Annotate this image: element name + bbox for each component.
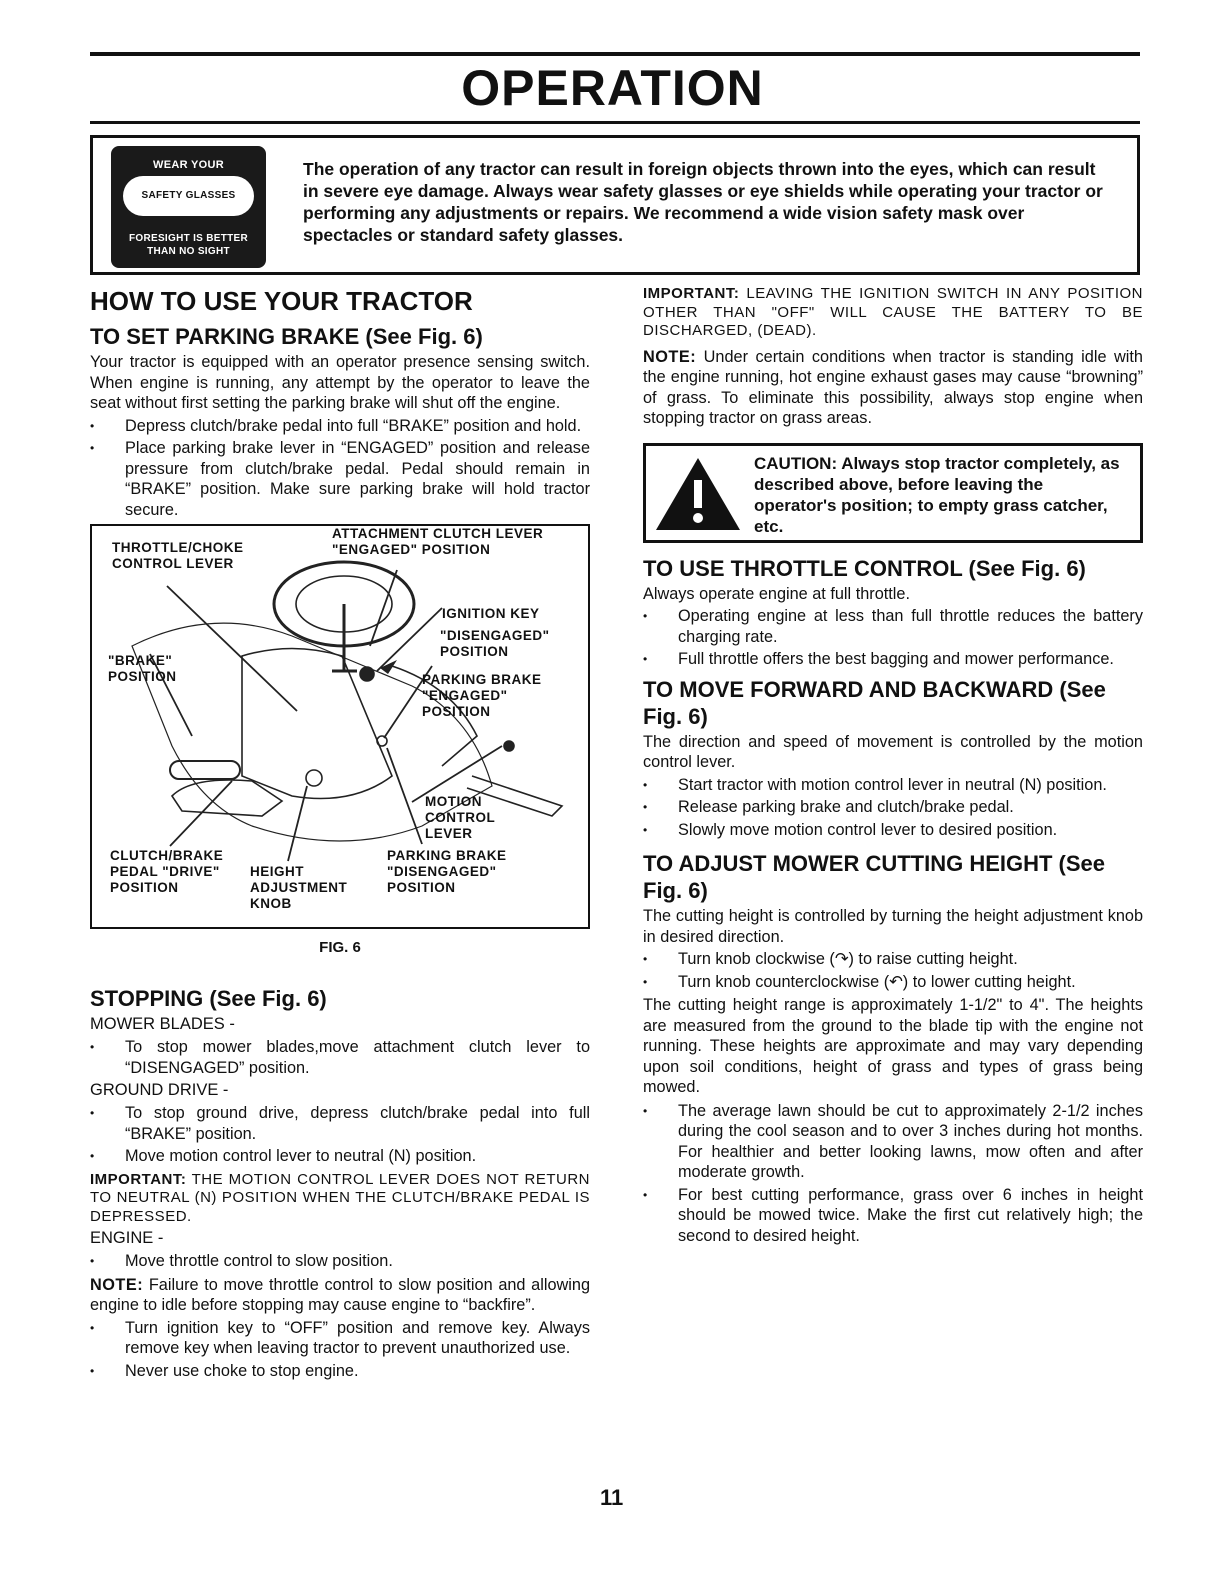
safety-warning-box [90,135,1140,275]
safety-glasses-icon [123,176,254,216]
label-parking-brake-disengaged: PARKING BRAKE "DISENGAGED" POSITION [387,848,507,895]
figure-6-diagram [90,524,590,929]
ground-drive-list [90,1103,590,1167]
note-keyword: NOTE: [643,347,697,366]
height-range-text: The cutting height range is approximately 1-1/2" to 4". The heights are measured from the ground to the blade tip with the engine not running. These heights are approximate and may vary depending upon soil conditions, height of grass and types of grass being mowed. [643,996,1143,1096]
list-item: • Release parking brake and clutch/brake pedal. [643,797,1143,818]
label-brake-position: "BRAKE" POSITION [108,653,177,684]
move-heading: TO MOVE FORWARD AND BACKWARD (See Fig. 6) [643,676,1106,729]
label-parking-brake-engaged: PARKING BRAKE "ENGAGED" POSITION [422,672,542,719]
important-note-motion [90,1171,590,1227]
list-item: • Start tractor with motion control lever in neutral (N) position. [643,775,1143,796]
list-item: • Move throttle control to slow position. [90,1251,590,1272]
page-title: OPERATION [461,60,764,116]
list-item: • Never use choke to stop engine. [90,1361,590,1382]
badge-bottom-text [111,232,266,258]
label-height-knob: HEIGHT ADJUSTMENT KNOB [250,864,348,911]
important-keyword: IMPORTANT: [643,285,740,302]
list-item: • Operating engine at less than full throttle reduces the battery charging rate. [643,606,1143,647]
label-attachment-clutch: ATTACHMENT CLUTCH LEVER "ENGAGED" POSITION [332,526,544,557]
page-number: 11 [600,1485,624,1510]
list-item: • Depress clutch/brake pedal into full “BRAKE” position and hold. [90,416,590,437]
engine-label: ENGINE - [90,1229,164,1247]
browning-note [643,347,1143,429]
header-rule-bottom [90,121,1140,124]
note-keyword: NOTE: [90,1275,144,1294]
important-ignition [643,285,1143,341]
caution-text: CAUTION: Always stop tractor completely, as described above, before leaving the operator's position; to empty grass catcher, etc. [754,453,1120,536]
final-steps-list [90,1318,590,1382]
badge-top-text: WEAR YOUR [153,159,224,171]
note-text: Under certain conditions when tractor is standing idle with the engine running, hot engine exhaust gases may cause “browning” of grass. To eliminate this possibility, always stop engine when stopping tractor on grass areas. [643,347,1143,427]
parking-brake-list [90,416,590,521]
important-keyword: IMPORTANT: [90,1170,187,1188]
mower-blades-label: MOWER BLADES - [90,1015,235,1033]
caution-box [643,443,1143,543]
list-item: • To stop mower blades,move attachment clutch lever to “DISENGAGED” position. [90,1037,590,1078]
list-item: • Move motion control lever to neutral (N) position. [90,1146,590,1167]
ground-drive-label: GROUND DRIVE - [90,1081,229,1099]
height-intro: The cutting height is controlled by turning the height adjustment knob in desired direction. [643,907,1143,946]
mower-blades-list [90,1037,590,1078]
important-text: LEAVING THE IGNITION SWITCH IN ANY POSITION OTHER THAN "OFF" WILL CAUSE THE BATTERY TO BE DISCHARGED, (DEAD). [643,285,1143,339]
list-item: • Turn knob clockwise (↷) to raise cutting height. [643,949,1143,970]
stopping-heading: STOPPING (See Fig. 6) [90,986,327,1011]
backfire-note [90,1275,590,1316]
header-rule-top [90,52,1140,56]
label-ignition-key: IGNITION KEY [442,606,540,621]
move-list [643,775,1143,841]
badge-mid-text: SAFETY GLASSES [141,190,236,201]
note-text: Failure to move throttle control to slow position and allowing engine to idle before stopping may cause engine to “backfire”. [90,1275,590,1314]
safety-glasses-badge [111,146,266,268]
height-list [643,949,1143,992]
list-item: • To stop ground drive, depress clutch/brake pedal into full “BRAKE” position. [90,1103,590,1144]
figure-caption: FIG. 6 [319,939,361,956]
left-column [90,285,590,1383]
label-motion-control: MOTION CONTROL LEVER [425,794,496,841]
list-item: • Full throttle offers the best bagging and mower performance. [643,649,1143,670]
safety-warning-text: The operation of any tractor can result in foreign objects thrown into the eyes, which can result in severe eye damage. Always wear safety glasses or eye shields while operating your tractor or performing any adjustments or repairs. We recommend a wide vision safety mask over spectacles or standard safety glasses. [303,159,1103,245]
list-item: • For best cutting performance, grass over 6 inches in height should be mowed twice. Make the first cut relatively high; the second to desired height. [643,1185,1143,1247]
engine-list [90,1251,590,1272]
throttle-heading: TO USE THROTTLE CONTROL (See Fig. 6) [643,555,1086,581]
right-column [643,285,1143,1248]
label-clutch-brake-pedal: CLUTCH/BRAKE PEDAL "DRIVE" POSITION [110,848,224,895]
badge-bottom-line-2: THAN NO SIGHT [147,246,230,257]
lawn-tips-list [643,1101,1143,1247]
important-text: THE MOTION CONTROL LEVER DOES NOT RETURN TO NEUTRAL (N) POSITION WHEN THE CLUTCH/BRAKE PEDAL IS DEPRESSED. [90,1170,590,1225]
section-title: HOW TO USE YOUR TRACTOR [90,286,473,316]
move-intro: The direction and speed of movement is controlled by the motion control lever. [643,732,1143,771]
warning-triangle-icon [652,454,744,534]
list-item: • Turn ignition key to “OFF” position and remove key. Always remove key when leaving tractor to prevent unauthorized use. [90,1318,590,1359]
list-item: • Place parking brake lever in “ENGAGED” position and release pressure from clutch/brake pedal. Pedal should remain in “BRAKE” position. Make sure parking brake will hold tractor secure. [90,438,590,520]
label-disengaged-position: "DISENGAGED" POSITION [440,628,550,659]
list-item: • The average lawn should be cut to approximately 2-1/2 inches during the cool season and to over 3 inches during hot months. For healthier and better looking lawns, mow often and after moderate growth. [643,1101,1143,1183]
parking-brake-heading: TO SET PARKING BRAKE (See Fig. 6) [90,324,483,349]
height-heading: TO ADJUST MOWER CUTTING HEIGHT (See Fig. 6) [643,851,1106,903]
throttle-list [643,606,1143,670]
label-throttle-choke: THROTTLE/CHOKE CONTROL LEVER [112,540,244,571]
list-item: • Slowly move motion control lever to desired position. [643,820,1143,841]
throttle-intro: Always operate engine at full throttle. [643,584,910,603]
badge-bottom-line-1: FORESIGHT IS BETTER [128,233,249,244]
parking-brake-intro: Your tractor is equipped with an operator presence sensing switch. When engine is running, any attempt by the operator to leave the seat without first setting the parking brake will shut off the engine. [90,353,590,412]
list-item: • Turn knob counterclockwise (↶) to lower cutting height. [643,972,1143,993]
